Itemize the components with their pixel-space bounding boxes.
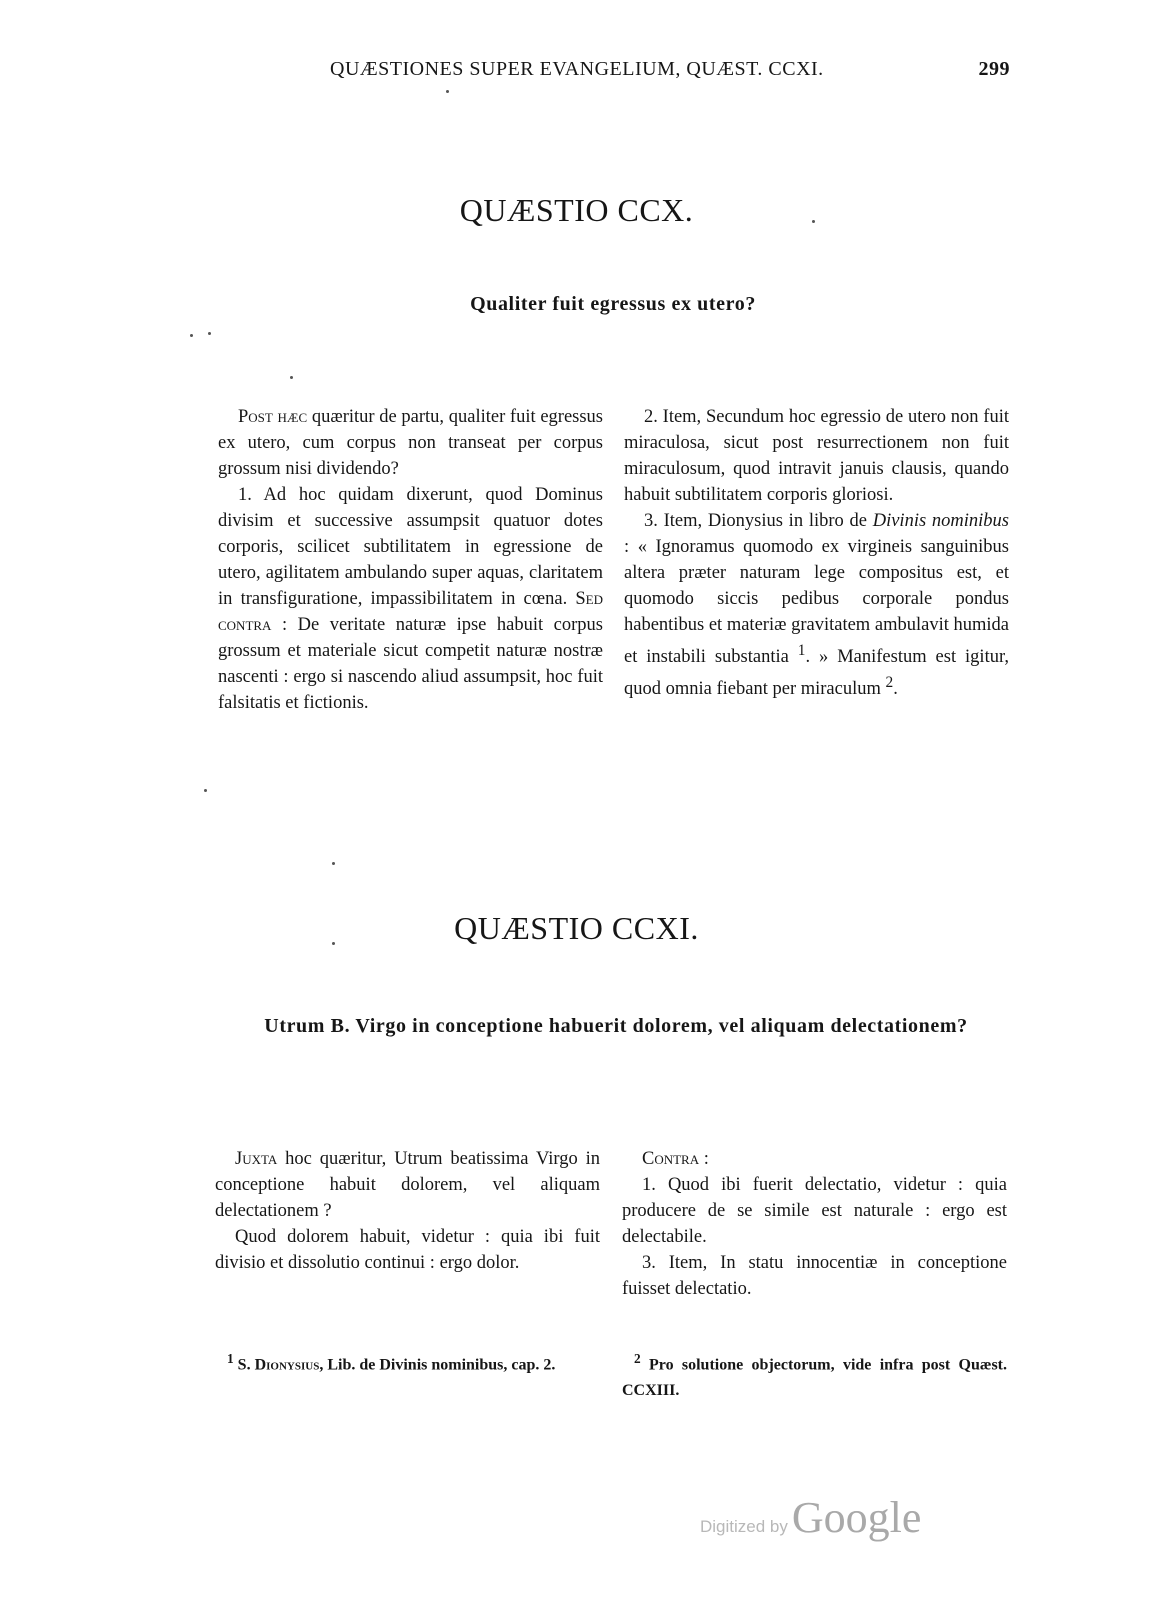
paragraph-text: 1. Ad hoc quidam dixerunt, quod Dominus divisim et successive assumpsit quatuor dotes corporis, scilicet subtilitatem in egressione de utero, agilitatem ambulando super aquas, claritatem in transfiguratione, impassibilitatem in cœna.: [218, 485, 603, 609]
footnote-1: [215, 1346, 600, 1378]
scan-speck: [332, 942, 335, 945]
contra-heading: Contra: [642, 1149, 700, 1169]
running-head: [330, 58, 1010, 81]
paragraph-text: : De veritate naturæ ipse habuit corpus grossum et materiale sicut competit naturæ nostræ nascenti : ergo si nascendo aliud assumpsit, hoc fuit falsitatis et fictionis.: [218, 615, 603, 713]
question-211-subtitle: Utrum B. Virgo in conceptione habuerit dolorem, vel aliquam delectationem?: [264, 1015, 968, 1037]
paragraph: [218, 404, 603, 482]
paragraph-text: : « Ignoramus quomodo ex virgineis sanguinibus altera præter naturam lege compositus est, et quomodo siccis pedibus corporale pondus habentibus et materiæ gravitatem ambulavit humida et instabili substantia: [624, 537, 1009, 668]
small-caps-opening: Juxta: [235, 1149, 278, 1169]
paragraph: [622, 1146, 1007, 1172]
page-number: 299: [978, 58, 1010, 80]
scan-speck: [290, 376, 293, 379]
running-head-title: QUÆSTIONES SUPER EVANGELIUM, QUÆST. CCXI.: [330, 58, 824, 80]
footnote-mark: 2: [634, 1351, 641, 1366]
footnote-2: [622, 1346, 1007, 1404]
paragraph-text: . » Manifestum est igitur, quod omnia fiebant per miraculum: [624, 647, 1010, 700]
footnote-ref: 1: [797, 642, 806, 659]
scan-speck: [446, 90, 449, 93]
watermark-prefix: Digitized by: [700, 1517, 788, 1536]
paragraph-text: :: [699, 1149, 709, 1169]
scan-speck: [190, 334, 193, 337]
paragraph: [624, 508, 1009, 702]
footnote-mark: 1: [227, 1351, 234, 1366]
question-210-title: QUÆSTIO CCX.: [459, 192, 694, 228]
footnote-text-part: Pro solutione objectorum, vide infra post Quæst. CCXIII.: [622, 1356, 1007, 1400]
author-name: Dionysius: [254, 1356, 320, 1374]
question-211-title: QUÆSTIO CCXI.: [454, 910, 699, 946]
paragraph-text: quæritur de partu, qualiter fuit egressus ex utero, cum corpus non transeat per corpus grossum nisi dividendo?: [218, 407, 603, 479]
footnote-text: [215, 1346, 600, 1378]
book-title: Divinis nominibus: [872, 511, 1009, 531]
paragraph: 3. Item, In statu innocentiæ in conceptione fuisset delectatio.: [622, 1253, 1007, 1299]
scan-speck: [812, 220, 815, 223]
question-210-subtitle: Qualiter fuit egressus ex utero?: [470, 293, 756, 315]
paragraph: 1. Quod ibi fuerit delectatio, videtur : quia producere de se simile est naturale : ergo est delectabile.: [622, 1175, 1007, 1247]
footnote-text-part: , Lib. de Divinis nominibus, cap. 2.: [319, 1356, 556, 1374]
scan-speck: [204, 789, 207, 792]
paragraph: [218, 482, 603, 716]
question-210-left-column: [218, 404, 603, 716]
paragraph-text: .: [893, 679, 898, 700]
scan-speck: [332, 862, 335, 865]
paragraph-text: hoc quæritur, Utrum beatissima Virgo in conceptione habuit dolorem, vel aliquam delectationem ?: [215, 1149, 600, 1221]
paragraph: [215, 1146, 600, 1224]
question-210-right-column: [624, 404, 1009, 702]
footnote-text-part: S.: [233, 1356, 255, 1374]
scan-speck: [208, 332, 211, 335]
question-211-right-column: [622, 1146, 1007, 1302]
question-211-left-column: [215, 1146, 600, 1276]
google-logo: Google: [791, 1493, 922, 1542]
footnote-ref: 2: [885, 674, 894, 692]
paragraph: 2. Item, Secundum hoc egressio de utero non fuit miraculosa, sicut post resurrectionem non fuit miraculosum, quod intravit januis clausis, quando habuit subtilitatem corporis gloriosi.: [624, 407, 1009, 505]
small-caps-opening: Post hæc: [238, 407, 308, 427]
paragraph-text: 3. Item, Dionysius in libro de: [644, 511, 873, 531]
sed-contra: Sed contra: [218, 589, 603, 635]
digitized-watermark: [700, 1492, 921, 1543]
footnote-text: [622, 1346, 1007, 1404]
paragraph: Quod dolorem habuit, videtur : quia ibi fuit divisio et dissolutio continui : ergo dolor.: [215, 1227, 600, 1273]
